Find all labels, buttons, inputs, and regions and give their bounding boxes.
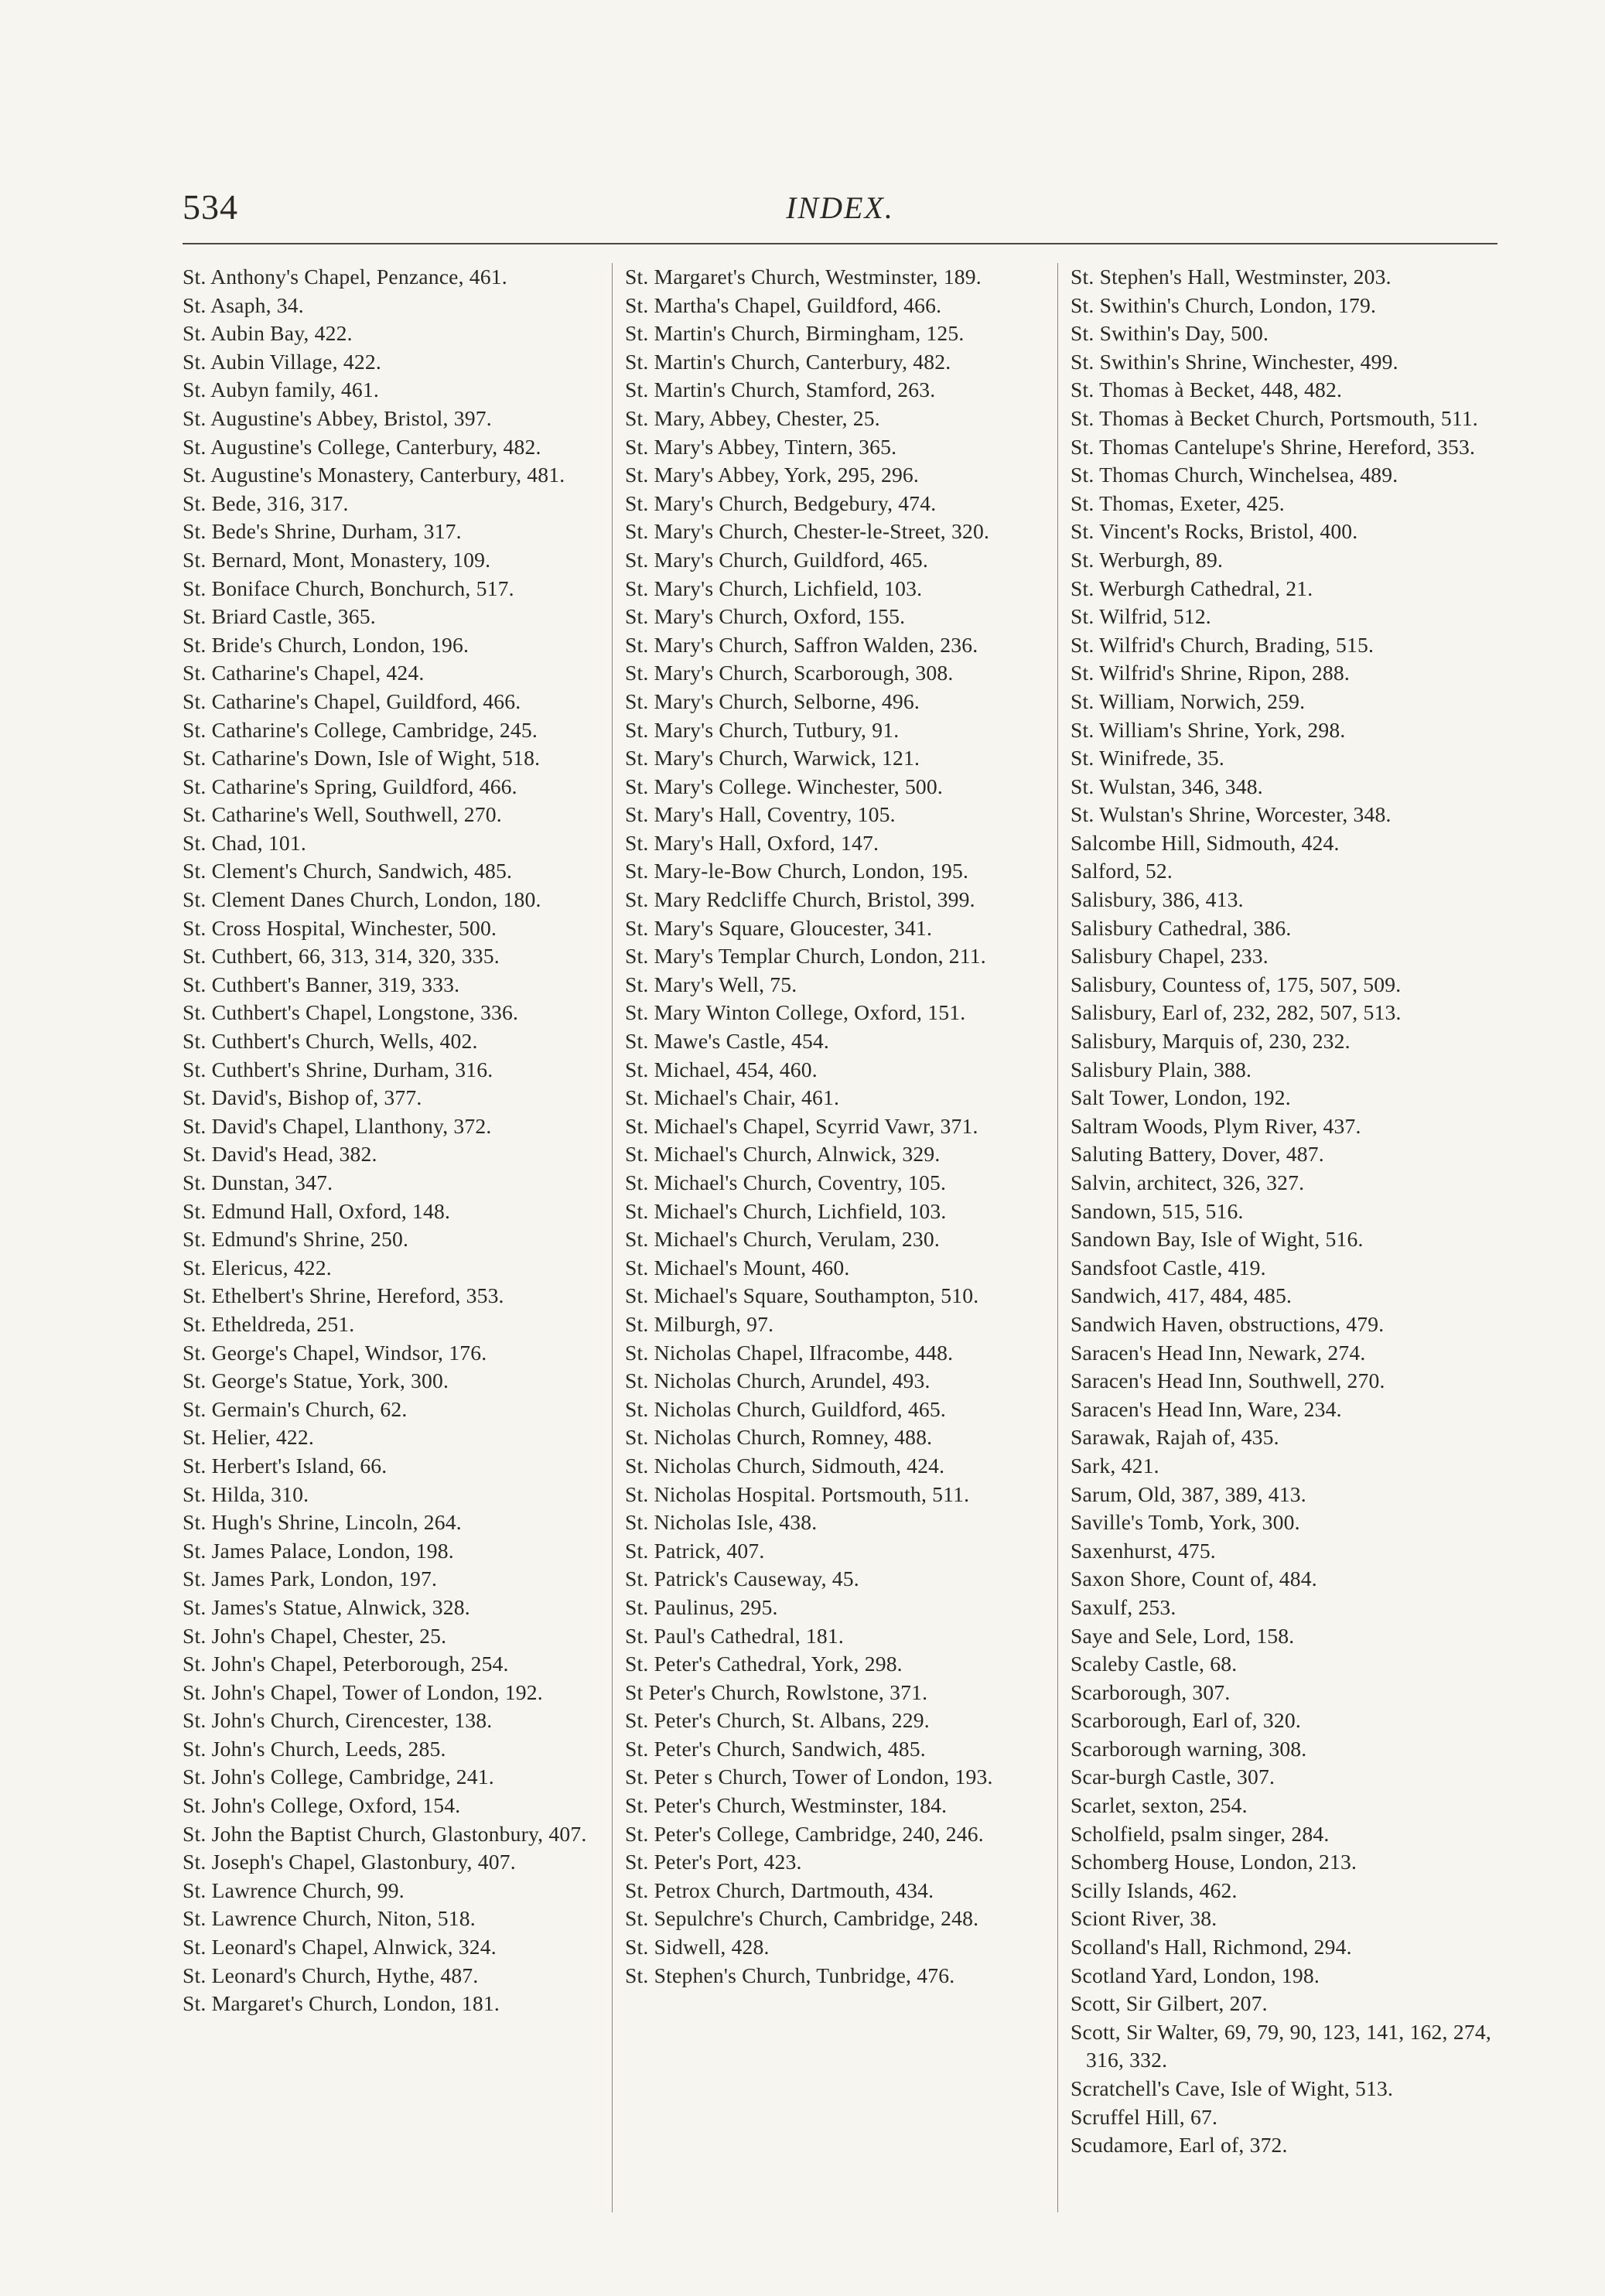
index-entry: St. Mary's Templar Church, London, 211.: [625, 944, 986, 969]
index-entry: St. Michael, 454, 460.: [625, 1057, 818, 1081]
index-entry: St. Clement's Church, Sandwich, 485.: [183, 859, 513, 883]
index-entry: St. John's Church, Leeds, 285.: [183, 1736, 446, 1761]
index-entry: Saracen's Head Inn, Newark, 274.: [1071, 1340, 1366, 1365]
index-entry: Saracen's Head Inn, Southwell, 270.: [1071, 1368, 1385, 1393]
index-entry: St. Swithin's Shrine, Winchester, 499.: [1071, 349, 1398, 374]
index-entry: St. Leonard's Chapel, Alnwick, 324.: [183, 1935, 497, 1959]
index-entry: St. Winifrede, 35.: [1071, 746, 1224, 770]
index-entry: St. Nicholas Church, Sidmouth, 424.: [625, 1453, 945, 1478]
index-entry: St. Sidwell, 428.: [625, 1935, 770, 1959]
index-entry: St. Cuthbert's Church, Wells, 402.: [183, 1029, 478, 1054]
index-entry: St. Mary's Abbey, York, 295, 296.: [625, 463, 920, 487]
index-entry: St. Michael's Square, Southampton, 510.: [625, 1283, 979, 1308]
index-entry: St. Michael's Mount, 460.: [625, 1255, 850, 1280]
index-entry: St. Michael's Church, Verulam, 230.: [625, 1227, 940, 1252]
index-entry: St. Patrick's Causeway, 45.: [625, 1567, 859, 1591]
index-entry: Scarborough warning, 308.: [1071, 1736, 1307, 1761]
index-entry: St. Mary's Church, Chester-le-Street, 320.: [625, 519, 990, 544]
index-entry: St. James Park, London, 197.: [183, 1567, 438, 1591]
index-entry: St. Mary's Church, Guildford, 465.: [625, 547, 928, 572]
index-entry: St. Mary's College. Winchester, 500.: [625, 774, 944, 798]
index-entry: Salisbury, Earl of, 232, 282, 507, 513.: [1071, 1000, 1402, 1025]
index-entry: St. John's Chapel, Tower of London, 192.: [183, 1679, 543, 1704]
index-entry: St. Lawrence Church, Niton, 518.: [183, 1906, 476, 1931]
index-column-1: [183, 263, 603, 2228]
index-entry: St. Catharine's Spring, Guildford, 466.: [183, 774, 517, 798]
index-entry: St. Ethelbert's Shrine, Hereford, 353.: [183, 1283, 504, 1308]
index-entry: St. Martha's Chapel, Guildford, 466.: [625, 292, 942, 317]
index-entry: St. Martin's Church, Stamford, 263.: [625, 378, 936, 402]
index-entry: Saville's Tomb, York, 300.: [1071, 1510, 1300, 1535]
index-entry: St. William's Shrine, York, 298.: [1071, 717, 1346, 742]
index-entry: St. Wilfrid, 512.: [1071, 604, 1211, 629]
index-entry: Scudamore, Earl of, 372.: [1071, 2133, 1288, 2158]
index-entry: St. Mary Redcliffe Church, Bristol, 399.: [625, 887, 975, 912]
index-entry: St. Werburgh, 89.: [1071, 547, 1224, 572]
index-entry: Scholfield, psalm singer, 284.: [1071, 1821, 1330, 1846]
index-entry: Salisbury Plain, 388.: [1071, 1057, 1252, 1081]
index-entry: Saracen's Head Inn, Ware, 234.: [1071, 1396, 1342, 1421]
index-entry: St. Clement Danes Church, London, 180.: [183, 887, 541, 912]
index-entry: St. Michael's Church, Coventry, 105.: [625, 1170, 947, 1194]
index-entry: Sandsfoot Castle, 419.: [1071, 1255, 1266, 1280]
index-entry: St. George's Statue, York, 300.: [183, 1368, 449, 1393]
index-entry: St. Peter's Cathedral, York, 298.: [625, 1652, 903, 1676]
index-entry: St. Aubin Bay, 422.: [183, 321, 353, 346]
index-entry: St. Augustine's Abbey, Bristol, 397.: [183, 405, 492, 430]
index-entry: St. John's College, Oxford, 154.: [183, 1793, 461, 1818]
index-entry: Salcombe Hill, Sidmouth, 424.: [1071, 830, 1340, 855]
index-entry: Sark, 421.: [1071, 1453, 1159, 1478]
index-entry: St. Mary's Abbey, Tintern, 365.: [625, 434, 897, 459]
index-entry: St. Germain's Church, 62.: [183, 1396, 408, 1421]
header-rule: [183, 243, 1497, 244]
index-entry: St. Mary Winton College, Oxford, 151.: [625, 1000, 966, 1025]
index-entry: St. Bride's Church, London, 196.: [183, 632, 470, 657]
index-entry: St. Mary's Church, Bedgebury, 474.: [625, 490, 937, 515]
index-entry: St. Nicholas Hospital. Portsmouth, 511.: [625, 1481, 970, 1506]
index-entry: St. Mary's Church, Oxford, 155.: [625, 604, 906, 629]
index-entry: St. Wilfrid's Church, Brading, 515.: [1071, 632, 1374, 657]
index-entry: St. James's Statue, Alnwick, 328.: [183, 1594, 470, 1619]
index-entry: St. Bede, 316, 317.: [183, 490, 349, 515]
index-entry: St. Cuthbert's Banner, 319, 333.: [183, 972, 460, 996]
index-entry: Scratchell's Cave, Isle of Wight, 513.: [1071, 2076, 1394, 2100]
index-entry: St. Edmund's Shrine, 250.: [183, 1227, 409, 1252]
index-entry: St. John's Church, Cirencester, 138.: [183, 1708, 493, 1733]
index-entry: St. Nicholas Church, Romney, 488.: [625, 1425, 933, 1450]
index-entry: St. Wilfrid's Shrine, Ripon, 288.: [1071, 661, 1351, 685]
index-entry: St. Bede's Shrine, Durham, 317.: [183, 519, 462, 544]
index-entry: St. Michael's Church, Alnwick, 329.: [625, 1142, 941, 1167]
index-entry: Scilly Islands, 462.: [1071, 1877, 1238, 1902]
index-entry: Salisbury, 386, 413.: [1071, 887, 1244, 912]
index-entry: St. Margaret's Church, London, 181.: [183, 1991, 500, 2016]
index-entry: St. Margaret's Church, Westminster, 189.: [625, 265, 982, 289]
index-entry: St. Catharine's College, Cambridge, 245.: [183, 717, 538, 742]
index-entry: St. Cross Hospital, Winchester, 500.: [183, 915, 497, 940]
index-entry: Sandown Bay, Isle of Wight, 516.: [1071, 1227, 1364, 1252]
page-title: INDEX.: [786, 190, 894, 225]
index-entry: Salisbury, Marquis of, 230, 232.: [1071, 1029, 1351, 1054]
index-entry: St. John's Chapel, Chester, 25.: [183, 1623, 447, 1648]
index-entry: St. Lawrence Church, 99.: [183, 1877, 405, 1902]
index-entry: St. Augustine's Monastery, Canterbury, 481.: [183, 463, 565, 487]
index-entry: Scarborough, Earl of, 320.: [1071, 1708, 1301, 1733]
index-entry: Scotland Yard, London, 198.: [1071, 1963, 1320, 1987]
index-entry: St. John the Baptist Church, Glastonbury, 407.: [183, 1821, 587, 1846]
index-entry: St. Paul's Cathedral, 181.: [625, 1623, 845, 1648]
index-entry: Saluting Battery, Dover, 487.: [1071, 1142, 1324, 1167]
index-entry: St. Thomas Cantelupe's Shrine, Hereford, 353.: [1071, 434, 1476, 459]
index-entry: St. Stephen's Church, Tunbridge, 476.: [625, 1963, 955, 1987]
index-entry: St. Catharine's Chapel, 424.: [183, 661, 425, 685]
index-entry: St. Mary's Church, Warwick, 121.: [625, 746, 920, 770]
index-entry: Schomberg House, London, 213.: [1071, 1850, 1357, 1874]
index-entry: Saxon Shore, Count of, 484.: [1071, 1567, 1317, 1591]
index-entry: St. David's Head, 382.: [183, 1142, 377, 1167]
index-entry: Salisbury, Countess of, 175, 507, 509.: [1071, 972, 1402, 996]
index-entry: Scott, Sir Walter, 69, 79, 90, 123, 141, 162, 274, 316, 332.: [1071, 2019, 1491, 2072]
running-header: [183, 186, 1497, 237]
index-entry: Scaleby Castle, 68.: [1071, 1652, 1238, 1676]
index-entry: Sandown, 515, 516.: [1071, 1198, 1244, 1223]
index-entry: Scar-burgh Castle, 307.: [1071, 1765, 1275, 1789]
index-entry: St. Peter's Church, Westminster, 184.: [625, 1793, 948, 1818]
index-entry: Sandwich, 417, 484, 485.: [1071, 1283, 1293, 1308]
index-entry: St. Mary's Church, Saffron Walden, 236.: [625, 632, 978, 657]
column-separator: [612, 263, 613, 2212]
index-entry: St. Mary's Church, Tutbury, 91.: [625, 717, 900, 742]
index-entry: St. Michael's Chapel, Scyrrid Vawr, 371.: [625, 1113, 978, 1138]
index-column-2: [625, 263, 1046, 2228]
index-entry: Saye and Sele, Lord, 158.: [1071, 1623, 1295, 1648]
index-entry: St Peter's Church, Rowlstone, 371.: [625, 1679, 928, 1704]
index-entry: Salisbury Chapel, 233.: [1071, 944, 1269, 969]
index-entry: St. Thomas à Becket, 448, 482.: [1071, 378, 1343, 402]
index-entry: St. Patrick, 407.: [625, 1538, 765, 1563]
index-entry: St. Thomas à Becket Church, Portsmouth, 511.: [1071, 405, 1478, 430]
index-entry: St. Nicholas Church, Arundel, 493.: [625, 1368, 931, 1393]
index-entry: Sarawak, Rajah of, 435.: [1071, 1425, 1279, 1450]
index-entry: St. Boniface Church, Bonchurch, 517.: [183, 576, 514, 600]
index-entry: St. Stephen's Hall, Westminster, 203.: [1071, 265, 1392, 289]
index-entry: St. Swithin's Day, 500.: [1071, 321, 1269, 346]
index-entry: Sciont River, 38.: [1071, 1906, 1217, 1931]
index-entry: St. Wulstan, 346, 348.: [1071, 774, 1263, 798]
index-entry: St. Cuthbert's Shrine, Durham, 316.: [183, 1057, 493, 1081]
index-entry: St. Michael's Chair, 461.: [625, 1085, 840, 1110]
index-entry: Scott, Sir Gilbert, 207.: [1071, 1991, 1268, 2016]
index-entry: St. Edmund Hall, Oxford, 148.: [183, 1198, 451, 1223]
index-entry: St. Joseph's Chapel, Glastonbury, 407.: [183, 1850, 516, 1874]
index-entry: St. Paulinus, 295.: [625, 1594, 778, 1619]
index-entry: St. Cuthbert's Chapel, Longstone, 336.: [183, 1000, 519, 1025]
index-entry: St. Peter's College, Cambridge, 240, 246.: [625, 1821, 984, 1846]
index-entry: St. Peter s Church, Tower of London, 193.: [625, 1765, 993, 1789]
index-entry: Sarum, Old, 387, 389, 413.: [1071, 1481, 1306, 1506]
index-entry: Salvin, architect, 326, 327.: [1071, 1170, 1305, 1194]
index-entry: St. Peter's Church, St. Albans, 229.: [625, 1708, 930, 1733]
index-entry: St. Nicholas Isle, 438.: [625, 1510, 818, 1535]
index-entry: St. Mary's Hall, Coventry, 105.: [625, 802, 896, 827]
index-entry: St. Nicholas Church, Guildford, 465.: [625, 1396, 946, 1421]
index-entry: St. Hugh's Shrine, Lincoln, 264.: [183, 1510, 462, 1535]
index-entry: St. Mary's Church, Selborne, 496.: [625, 688, 920, 713]
index-entry: St. Mary's Church, Lichfield, 103.: [625, 576, 923, 600]
index-entry: Sandwich Haven, obstructions, 479.: [1071, 1311, 1385, 1336]
index-entry: St. Peter's Port, 423.: [625, 1850, 802, 1874]
index-entry: St. David's Chapel, Llanthony, 372.: [183, 1113, 492, 1138]
index-entry: St. Thomas Church, Winchelsea, 489.: [1071, 463, 1398, 487]
index-entry: St. Dunstan, 347.: [183, 1170, 333, 1194]
index-entry: St. Sepulchre's Church, Cambridge, 248.: [625, 1906, 979, 1931]
index-entry: St. Mary, Abbey, Chester, 25.: [625, 405, 880, 430]
index-entry: St. Catharine's Well, Southwell, 270.: [183, 802, 502, 827]
index-entry: St. Catharine's Down, Isle of Wight, 518.: [183, 746, 541, 770]
index-entry: St. Peter's Church, Sandwich, 485.: [625, 1736, 926, 1761]
index-entry: St. Elericus, 422.: [183, 1255, 332, 1280]
index-entry: St. Leonard's Church, Hythe, 487.: [183, 1963, 479, 1987]
index-entry: St. Briard Castle, 365.: [183, 604, 376, 629]
index-entry: St. Aubyn family, 461.: [183, 378, 380, 402]
index-column-3: [1071, 263, 1491, 2228]
index-entry: St. George's Chapel, Windsor, 176.: [183, 1340, 487, 1365]
index-entry: St. James Palace, London, 198.: [183, 1538, 454, 1563]
index-entry: St. Mawe's Castle, 454.: [625, 1029, 830, 1054]
index-entry: St. Swithin's Church, London, 179.: [1071, 292, 1377, 317]
index-entry: Salisbury Cathedral, 386.: [1071, 915, 1292, 940]
index-entry: St. Catharine's Chapel, Guildford, 466.: [183, 688, 521, 713]
index-entry: St. Hilda, 310.: [183, 1481, 309, 1506]
index-entry: St. Nicholas Chapel, Ilfracombe, 448.: [625, 1340, 954, 1365]
index-entry: St. David's, Bishop of, 377.: [183, 1085, 422, 1110]
index-entry: St. John's Chapel, Peterborough, 254.: [183, 1652, 509, 1676]
index-entry: Scruffel Hill, 67.: [1071, 2104, 1218, 2129]
index-entry: St. Mary's Square, Gloucester, 341.: [625, 915, 933, 940]
index-entry: Saltram Woods, Plym River, 437.: [1071, 1113, 1361, 1138]
index-entry: Scolland's Hall, Richmond, 294.: [1071, 1935, 1352, 1959]
page-number: 534: [183, 187, 238, 227]
index-entry: St. Aubin Village, 422.: [183, 349, 381, 374]
index-entry: Scarborough, 307.: [1071, 1679, 1231, 1704]
index-entry: St. Petrox Church, Dartmouth, 434.: [625, 1877, 934, 1902]
index-entry: St. Martin's Church, Birmingham, 125.: [625, 321, 965, 346]
index-entry: St. Vincent's Rocks, Bristol, 400.: [1071, 519, 1358, 544]
index-entry: St. Mary's Church, Scarborough, 308.: [625, 661, 954, 685]
index-entry: St. Mary's Hall, Oxford, 147.: [625, 830, 879, 855]
column-separator: [1057, 263, 1058, 2212]
index-entry: St. Michael's Church, Lichfield, 103.: [625, 1198, 947, 1223]
index-entry: St. Mary's Well, 75.: [625, 972, 797, 996]
index-entry: Salford, 52.: [1071, 859, 1173, 883]
index-entry: St. Wulstan's Shrine, Worcester, 348.: [1071, 802, 1392, 827]
index-entry: St. Cuthbert, 66, 313, 314, 320, 335.: [183, 944, 500, 969]
index-entry: St. Chad, 101.: [183, 830, 306, 855]
index-entry: St. Werburgh Cathedral, 21.: [1071, 576, 1313, 600]
index-entry: St. Helier, 422.: [183, 1425, 314, 1450]
index-entry: St. Mary-le-Bow Church, London, 195.: [625, 859, 969, 883]
index-entry: St. John's College, Cambridge, 241.: [183, 1765, 494, 1789]
index-entry: St. Anthony's Chapel, Penzance, 461.: [183, 265, 507, 289]
index-entry: Scarlet, sexton, 254.: [1071, 1793, 1248, 1818]
index-entry: St. Etheldreda, 251.: [183, 1311, 355, 1336]
index-entry: St. Asaph, 34.: [183, 292, 304, 317]
index-entry: St. William, Norwich, 259.: [1071, 688, 1306, 713]
index-entry: St. Bernard, Mont, Monastery, 109.: [183, 547, 491, 572]
index-entry: St. Augustine's College, Canterbury, 482.: [183, 434, 541, 459]
index-entry: St. Thomas, Exeter, 425.: [1071, 490, 1285, 515]
index-entry: Salt Tower, London, 192.: [1071, 1085, 1291, 1110]
index-entry: Saxenhurst, 475.: [1071, 1538, 1216, 1563]
index-entry: St. Milburgh, 97.: [625, 1311, 774, 1336]
index-entry: St. Martin's Church, Canterbury, 482.: [625, 349, 951, 374]
index-entry: St. Herbert's Island, 66.: [183, 1453, 388, 1478]
index-entry: Saxulf, 253.: [1071, 1594, 1176, 1619]
